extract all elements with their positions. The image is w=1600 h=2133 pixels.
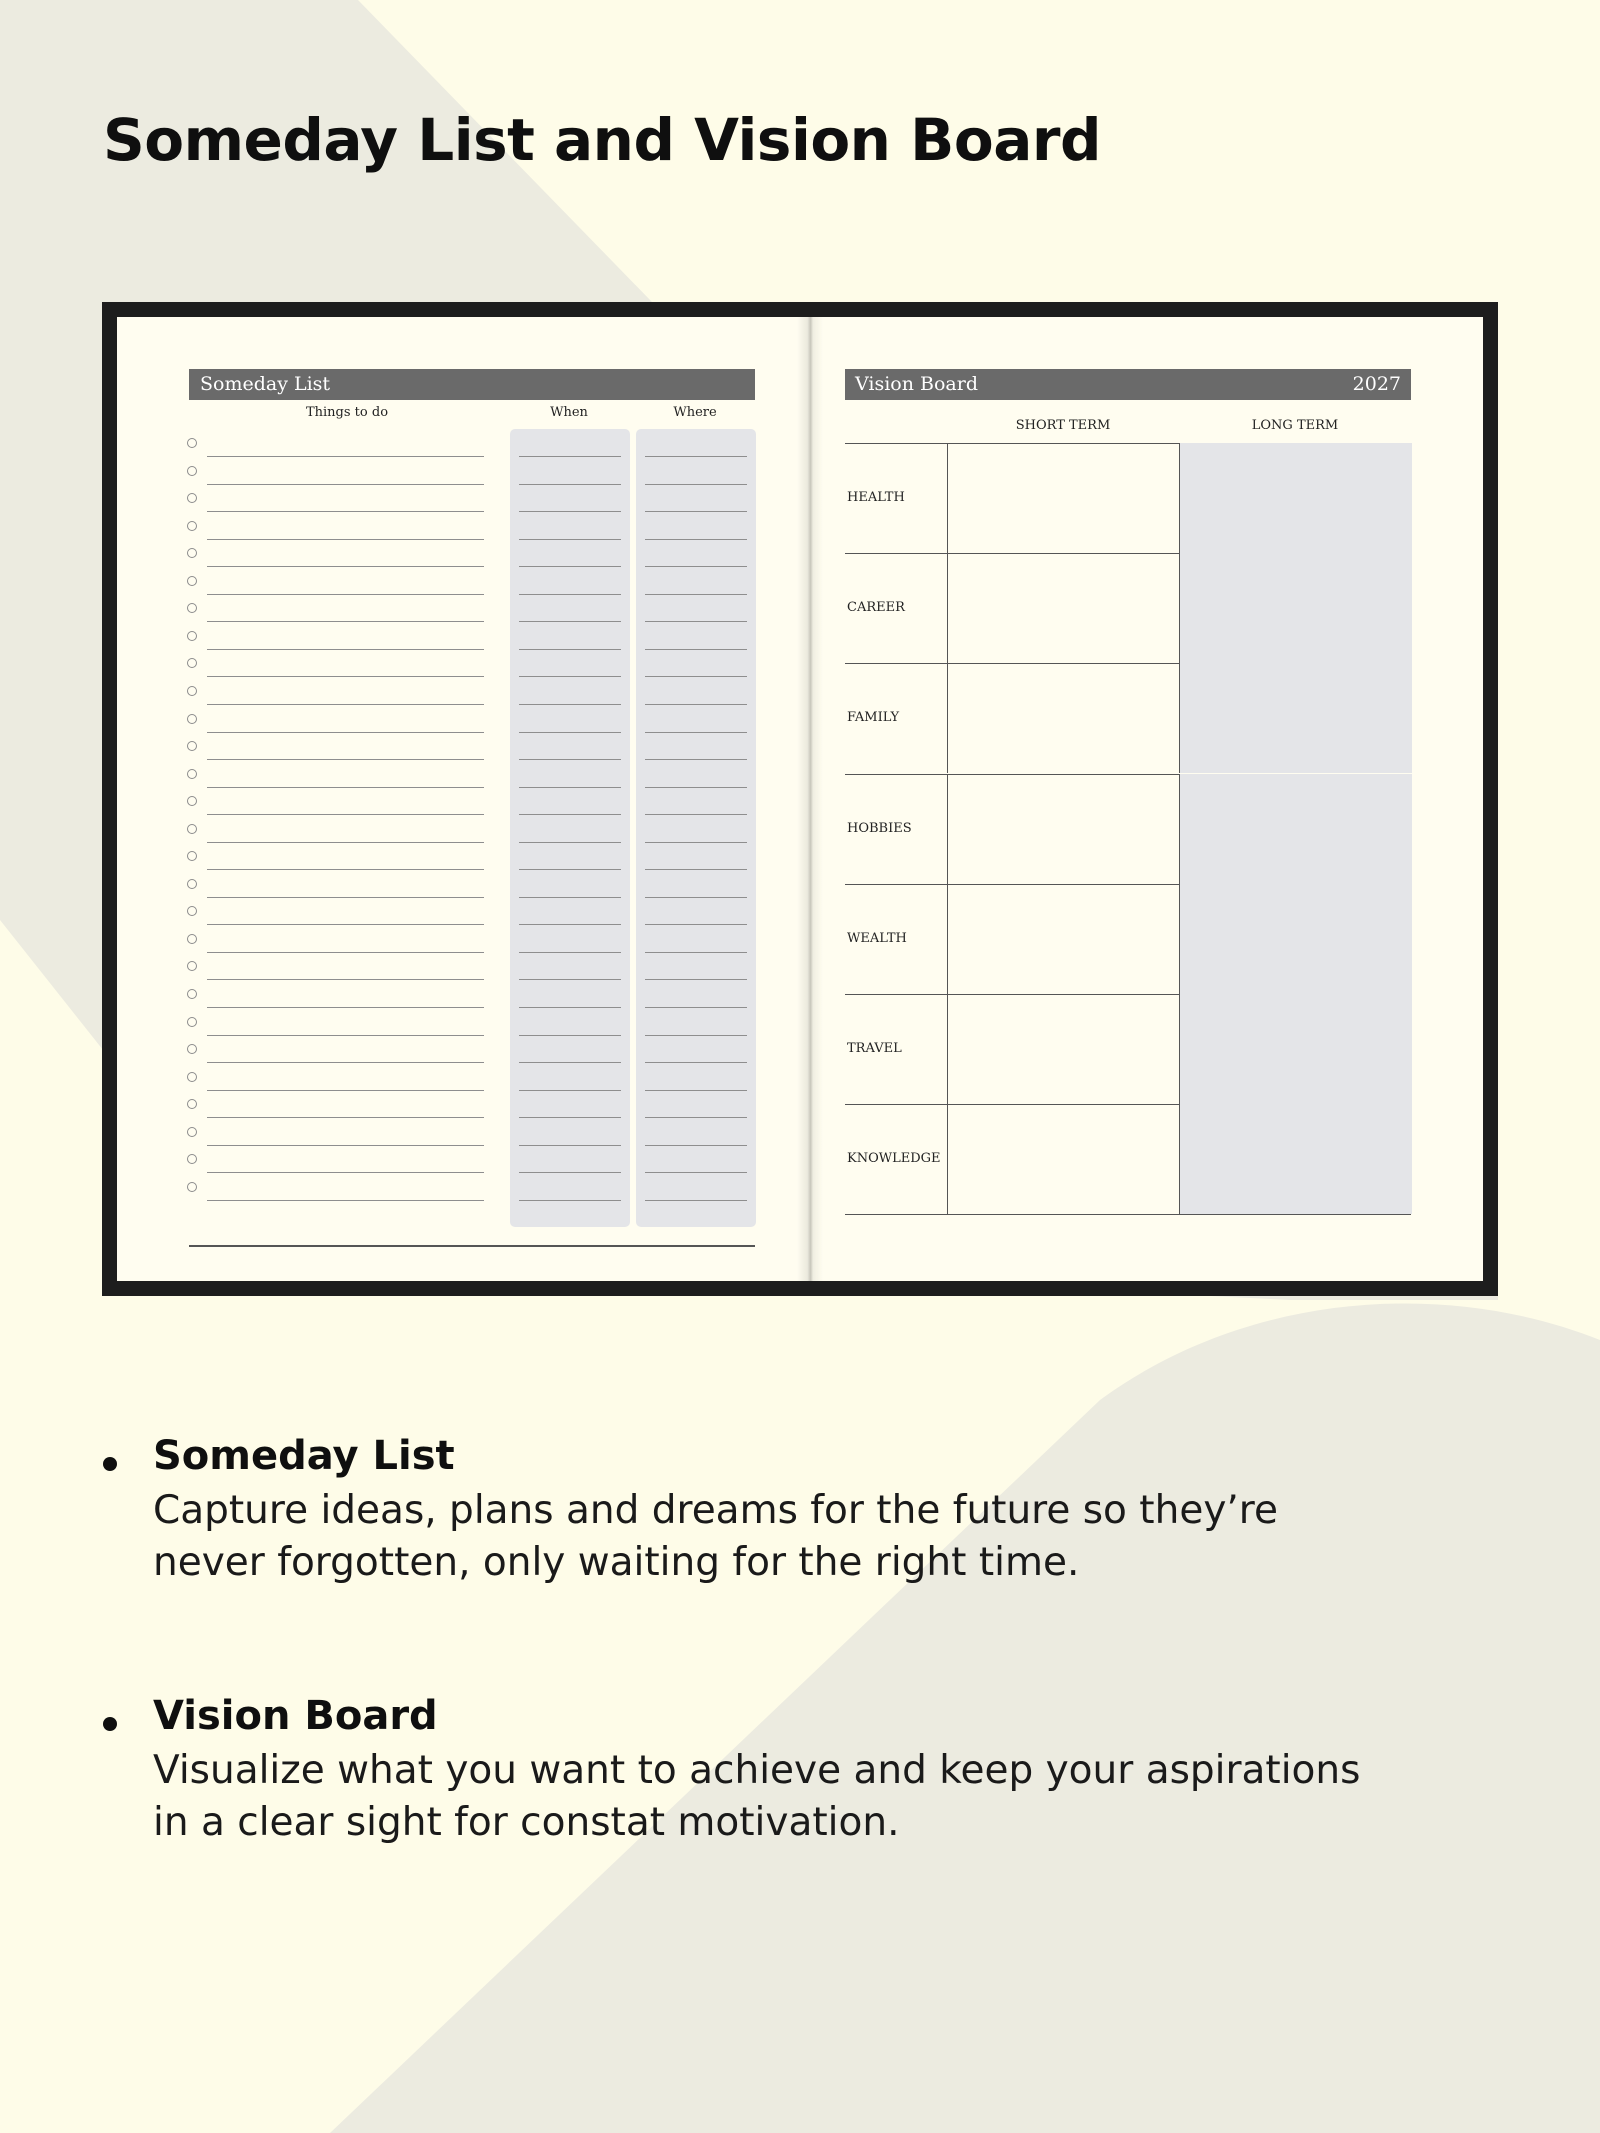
checkbox-circle-icon[interactable] (187, 438, 197, 448)
feature-description (153, 1485, 1503, 1589)
someday-list-row (187, 760, 757, 788)
vision-board-year: 2027 (1352, 373, 1401, 395)
someday-list-row (187, 815, 757, 843)
vision-board-row (845, 1104, 1411, 1214)
someday-list-row (187, 1145, 757, 1173)
short-term-cell[interactable] (947, 443, 1180, 553)
short-term-cell[interactable] (947, 553, 1180, 663)
short-term-cell[interactable] (947, 774, 1180, 884)
checkbox-circle-icon[interactable] (187, 658, 197, 668)
checkbox-circle-icon[interactable] (187, 851, 197, 861)
someday-list-title: Someday List (200, 373, 331, 395)
planner-book (102, 302, 1498, 1296)
page-title: Someday List and Vision Board (103, 106, 1101, 174)
vision-board-row (845, 994, 1411, 1104)
column-long-term: LONG TERM (1251, 418, 1339, 433)
someday-list-row (187, 787, 757, 815)
someday-list-row (187, 925, 757, 953)
column-short-term: SHORT TERM (1015, 418, 1111, 433)
someday-list-row (187, 622, 757, 650)
long-term-cell[interactable] (1179, 884, 1412, 994)
vision-board-rule (845, 1214, 1411, 1215)
column-when: When (550, 405, 588, 420)
task-line[interactable] (207, 1200, 484, 1201)
someday-list-row (187, 705, 757, 733)
vision-board-title: Vision Board (855, 373, 978, 395)
feature-description (153, 1745, 1503, 1849)
long-term-cell[interactable] (1179, 443, 1412, 553)
checkbox-circle-icon[interactable] (187, 1044, 197, 1054)
category-label: TRAVEL (847, 1041, 902, 1056)
checkbox-circle-icon[interactable] (187, 686, 197, 696)
category-label: HEALTH (847, 490, 905, 505)
feature-description-line: never forgotten, only waiting for the right time. (153, 1540, 1080, 1585)
feature-title: Vision Board (153, 1693, 438, 1739)
vision-board-row (845, 663, 1411, 773)
short-term-cell[interactable] (947, 994, 1180, 1104)
someday-list-row (187, 1035, 757, 1063)
someday-list-row (187, 1063, 757, 1091)
checkbox-circle-icon[interactable] (187, 521, 197, 531)
checkbox-circle-icon[interactable] (187, 879, 197, 889)
checkbox-circle-icon[interactable] (187, 493, 197, 503)
someday-list-row (187, 484, 757, 512)
vision-board-header (845, 369, 1411, 400)
when-line[interactable] (519, 1200, 621, 1201)
long-term-cell[interactable] (1179, 553, 1412, 663)
checkbox-circle-icon[interactable] (187, 631, 197, 641)
feature-description-line: Capture ideas, plans and dreams for the future so they’re (153, 1488, 1278, 1533)
checkbox-circle-icon[interactable] (187, 796, 197, 806)
checkbox-circle-icon[interactable] (187, 989, 197, 999)
feature-title: Someday List (153, 1433, 455, 1479)
someday-list-row (187, 732, 757, 760)
vision-board-row (845, 553, 1411, 663)
checkbox-circle-icon[interactable] (187, 741, 197, 751)
checkbox-circle-icon[interactable] (187, 603, 197, 613)
checkbox-circle-icon[interactable] (187, 1127, 197, 1137)
someday-list-row (187, 649, 757, 677)
checkbox-circle-icon[interactable] (187, 1099, 197, 1109)
someday-list-row (187, 897, 757, 925)
someday-list-row (187, 980, 757, 1008)
someday-list-row (187, 952, 757, 980)
vision-board-row (845, 884, 1411, 994)
column-things-to-do: Things to do (305, 405, 389, 420)
someday-list-bottom-rule (189, 1245, 755, 1247)
checkbox-circle-icon[interactable] (187, 1072, 197, 1082)
someday-list-row (187, 677, 757, 705)
short-term-cell[interactable] (947, 1104, 1180, 1214)
feature-description-line: Visualize what you want to achieve and keep your aspirations (153, 1748, 1361, 1793)
someday-list-row (187, 842, 757, 870)
long-term-cell[interactable] (1179, 994, 1412, 1104)
someday-list-row (187, 457, 757, 485)
someday-list-header (189, 369, 755, 400)
category-label: HOBBIES (847, 820, 912, 836)
vision-board-row (845, 443, 1411, 553)
short-term-cell[interactable] (947, 884, 1180, 994)
category-label: FAMILY (847, 710, 900, 726)
someday-list-row (187, 512, 757, 540)
someday-list-row (187, 870, 757, 898)
someday-list-row (187, 1008, 757, 1036)
someday-list-row (187, 567, 757, 595)
category-label: KNOWLEDGE (847, 1151, 941, 1167)
column-where: Where (673, 405, 717, 420)
someday-list-row (187, 429, 757, 457)
someday-list-row (187, 594, 757, 622)
category-label: CAREER (847, 600, 905, 616)
checkbox-circle-icon[interactable] (187, 906, 197, 916)
someday-list-row (187, 539, 757, 567)
checkbox-circle-icon[interactable] (187, 576, 197, 586)
someday-list-row (187, 1090, 757, 1118)
planner-spread (117, 317, 1483, 1281)
book-spine (797, 317, 823, 1281)
where-line[interactable] (645, 1200, 747, 1201)
feature-description-line: in a clear sight for constat motivation. (153, 1800, 900, 1845)
long-term-cell[interactable] (1179, 663, 1412, 773)
someday-list-row (187, 1173, 757, 1201)
category-label: WEALTH (847, 930, 907, 946)
vision-board-row (845, 774, 1411, 884)
long-term-cell[interactable] (1179, 1104, 1412, 1214)
checkbox-circle-icon[interactable] (187, 714, 197, 724)
checkbox-circle-icon[interactable] (187, 824, 197, 834)
checkbox-circle-icon[interactable] (187, 769, 197, 779)
checkbox-circle-icon[interactable] (187, 1154, 197, 1164)
checkbox-circle-icon[interactable] (187, 548, 197, 558)
short-term-cell[interactable] (947, 663, 1180, 773)
checkbox-circle-icon[interactable] (187, 466, 197, 476)
bullet-icon (103, 1717, 117, 1731)
someday-list-row (187, 1118, 757, 1146)
long-term-cell[interactable] (1179, 774, 1412, 884)
checkbox-circle-icon[interactable] (187, 934, 197, 944)
bullet-icon (103, 1457, 117, 1471)
checkbox-circle-icon[interactable] (187, 1182, 197, 1192)
checkbox-circle-icon[interactable] (187, 961, 197, 971)
checkbox-circle-icon[interactable] (187, 1017, 197, 1027)
